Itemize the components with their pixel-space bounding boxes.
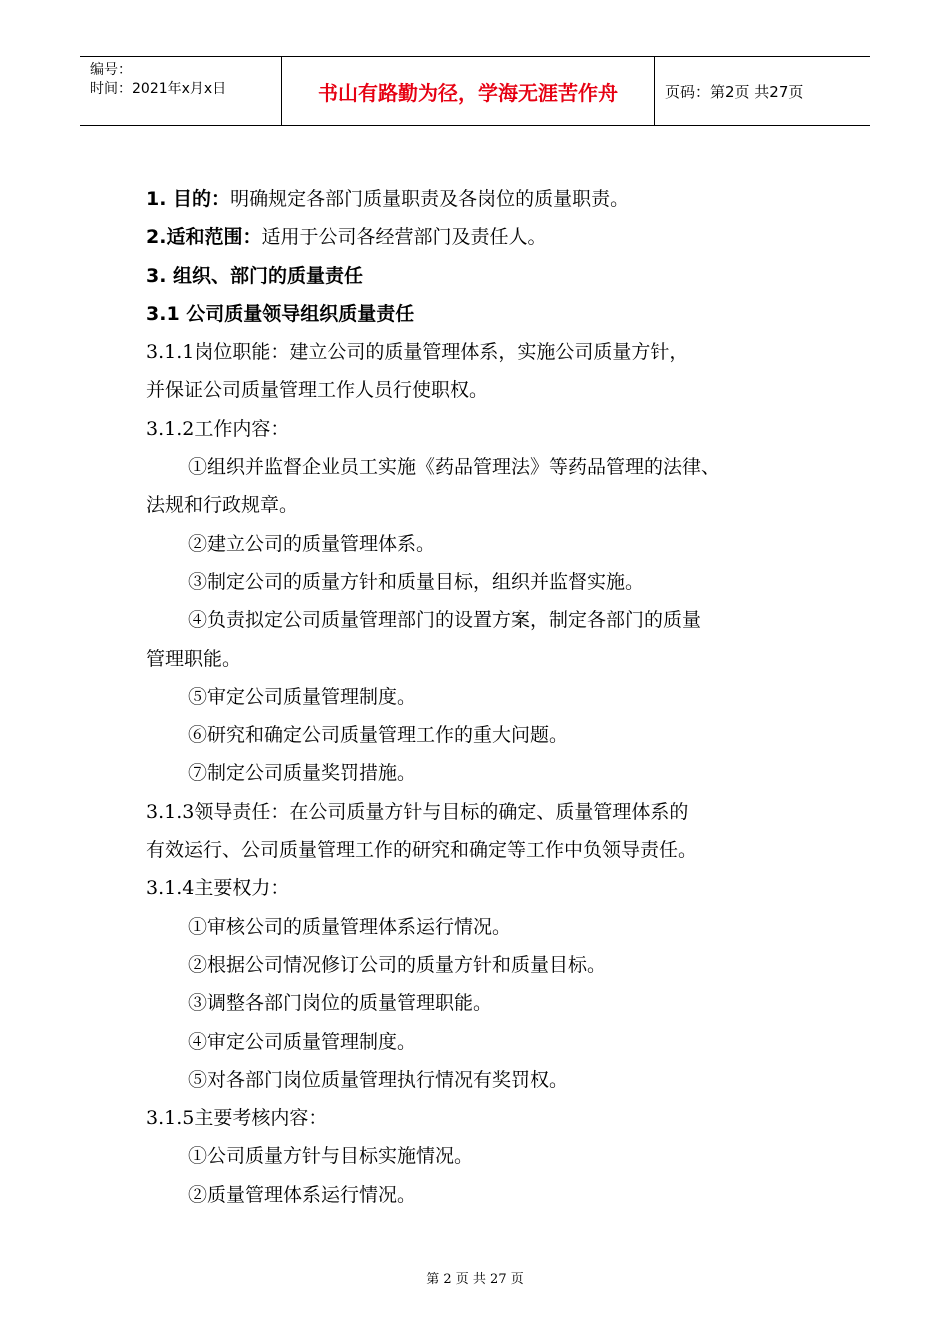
section-heading-3-1: 3.1 公司质量领导组织质量责任 xyxy=(146,302,415,325)
paragraph-line: 有效运行、公司质量管理工作的研究和确定等工作中负领导责任。 xyxy=(146,839,698,862)
serial-label: 编号： xyxy=(90,62,132,78)
section-scope xyxy=(146,218,836,256)
list-item: ②建立公司的质量管理体系。 xyxy=(188,532,436,555)
list-item: ①公司质量方针与目标实施情况。 xyxy=(188,1145,474,1168)
list-item-continuation: 管理职能。 xyxy=(146,647,242,670)
header-meta xyxy=(80,57,282,125)
page-footer: 第 2 页 共 27 页 xyxy=(426,1272,524,1287)
section-scope-label: 2.适和范围： xyxy=(146,226,262,249)
list-item: ④负责拟定公司质量管理部门的设置方案，制定各部门的质量 xyxy=(188,609,702,632)
header-page-info: 页码：第2页 共27页 xyxy=(665,82,804,101)
paragraph-line: 并保证公司质量管理工作人员行使职权。 xyxy=(146,379,489,402)
list-item-continuation: 法规和行政规章。 xyxy=(146,494,299,517)
list-item: ⑤对各部门岗位质量管理执行情况有奖罚权。 xyxy=(188,1068,569,1091)
section-purpose xyxy=(146,180,836,218)
paragraph-line: 3.1.3领导责任：在公司质量方针与目标的确定、质量管理体系的 xyxy=(146,800,689,823)
list-item: ②根据公司情况修订公司的质量方针和质量目标。 xyxy=(188,953,607,976)
paragraph-line: 3.1.5主要考核内容： xyxy=(146,1107,328,1130)
paragraph-line: 3.1.4主要权力： xyxy=(146,877,290,900)
list-item: ③调整各部门岗位的质量管理职能。 xyxy=(188,992,493,1015)
section-scope-text: 适用于公司各经营部门及责任人。 xyxy=(261,226,547,249)
document-body xyxy=(146,180,836,1214)
list-item: ⑥研究和确定公司质量管理工作的重大问题。 xyxy=(188,724,569,747)
section-purpose-label: 1. 目的： xyxy=(146,188,231,210)
section-heading-3: 3. 组织、部门的质量责任 xyxy=(146,264,364,287)
section-purpose-text: 明确规定各部门质量职责及各岗位的质量职责。 xyxy=(230,188,630,210)
paragraph-line: 3.1.2工作内容： xyxy=(146,417,290,440)
list-item: ①审核公司的质量管理体系运行情况。 xyxy=(188,915,512,938)
list-item: ⑤审定公司质量管理制度。 xyxy=(188,685,417,708)
paragraph-line: 3.1.1岗位职能：建立公司的质量管理体系，实施公司质量方针， xyxy=(146,341,689,364)
list-item: ①组织并监督企业员工实施《药品管理法》等药品管理的法律、 xyxy=(188,456,721,479)
list-item: ⑦制定公司质量奖罚措施。 xyxy=(188,762,417,785)
page-header xyxy=(80,56,870,126)
header-motto: 书山有路勤为径，学海无涯苦作舟 xyxy=(282,57,655,125)
list-item: ②质量管理体系运行情况。 xyxy=(188,1183,417,1206)
list-item: ③制定公司的质量方针和质量目标，组织并监督实施。 xyxy=(188,570,645,593)
time-label: 时间：2021年x月x日 xyxy=(90,81,227,97)
list-item: ④审定公司质量管理制度。 xyxy=(188,1030,417,1053)
